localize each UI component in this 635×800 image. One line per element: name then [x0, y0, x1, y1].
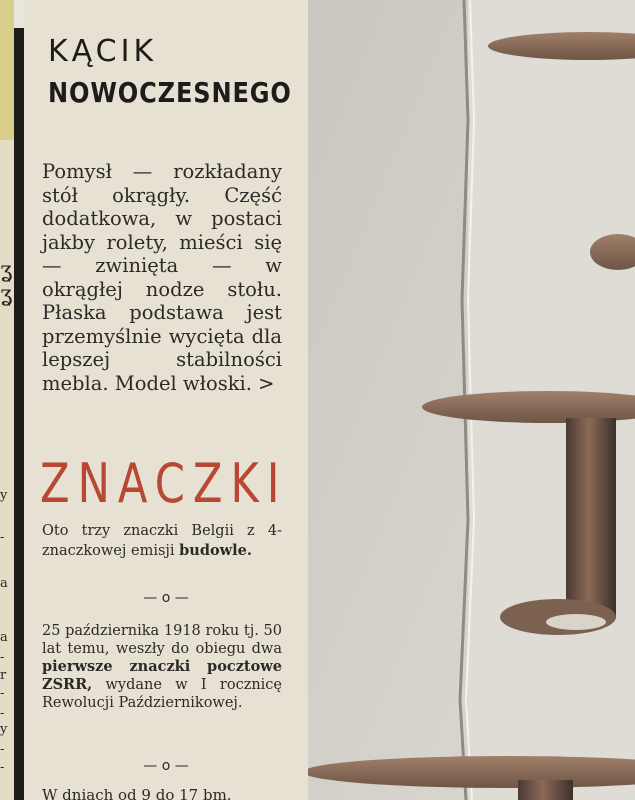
article-text: Pomysł — rozkładany stół okrągły. Część dodatkowa, w postaci jakby rolety, mieści się — zwinięta — w okrągłej nodze stołu. Płaska podstawa jest przemyślnie wycięta dla lepszej stabilności mebla. Model włoski.: [42, 160, 282, 395]
next-paragraph: W dniach od 9 do 17 bm.: [42, 786, 232, 800]
stamps-intro-text: Oto trzy znaczki Belgii z 4-znaczkowej emisji: [42, 523, 282, 559]
folding-table-illustration: [308, 0, 635, 800]
separator: — o —: [143, 758, 189, 774]
ornament-fragment: ʓ: [0, 282, 13, 307]
text-fragment: -: [0, 650, 5, 665]
text-fragment: y: [0, 488, 8, 503]
stamps-paragraph: [42, 622, 282, 712]
text-fragment: -: [0, 530, 5, 545]
furniture-article: [42, 160, 282, 395]
base-highlight: [546, 614, 606, 630]
text-fragment: -: [0, 686, 5, 701]
stamps-intro-bold: budowle.: [179, 542, 252, 559]
separator: — o —: [143, 590, 189, 606]
ornament-fragment: ʓ: [0, 258, 13, 283]
text-fragment: -: [0, 706, 5, 721]
stamps-paragraph-text: 25 października 1918 roku tj. 50 lat temu, weszły do obiegu dwa: [42, 623, 282, 657]
stamps-intro: [42, 522, 282, 561]
text-fragment: -: [0, 742, 5, 757]
stamps-title: ZNACZKI: [40, 452, 288, 515]
previous-column-edge: [0, 0, 14, 800]
vertical-rule: [14, 28, 24, 800]
heading-line-2: NOWOCZESNEGO: [48, 76, 292, 109]
text-fragment: a: [0, 576, 8, 591]
stamps-paragraph-bold: pierwsze znaczki pocztowe ZSRR,: [42, 658, 282, 693]
text-fragment: y: [0, 722, 8, 737]
table-photo: [308, 0, 635, 800]
text-fragment: a: [0, 630, 8, 645]
bottom-leg: [518, 780, 573, 800]
yellow-page-edge: [0, 0, 14, 140]
stamps-paragraph-text-end: wydane w I rocznicę Rewolucji Październikowej.: [42, 677, 283, 711]
text-fragment: -: [0, 760, 5, 775]
table-leg: [566, 418, 616, 618]
continue-arrow-icon: >: [258, 371, 275, 395]
heading-line-1: KĄCIK: [48, 34, 158, 69]
text-fragment: r: [0, 668, 7, 683]
